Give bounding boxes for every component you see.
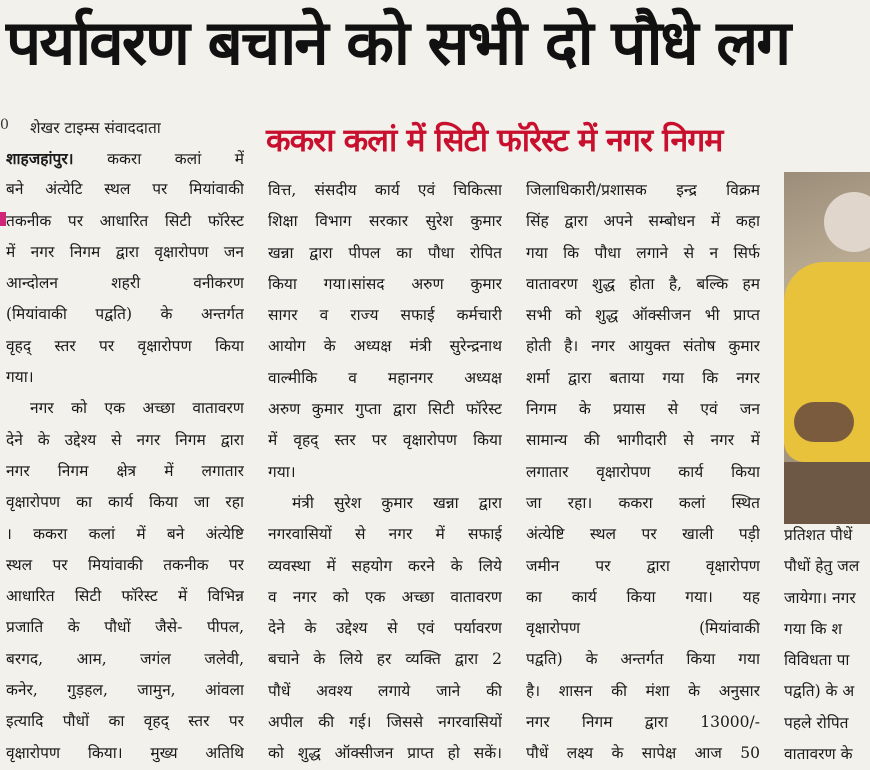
article-line: में वृहद् स्तर पर वृक्षारोपण किया: [268, 431, 502, 450]
article-line: वृहद् स्तर पर वृक्षारोपण किया: [6, 336, 244, 355]
article-line: नगर निगम क्षेत्र में लगातार: [6, 461, 244, 480]
article-line: मंत्री सुरेश कुमार खन्ना द्वारा: [292, 493, 502, 512]
subheadline: ककरा कलां में सिटी फॉरेस्ट में नगर निगम: [266, 121, 723, 159]
article-line: वातावरण के: [784, 745, 853, 764]
article-line: व्यवस्था में सहयोग करने के लिये: [268, 556, 502, 575]
article-line: शिक्षा विभाग सरकार सुरेश कुमार: [268, 212, 502, 231]
article-line: देने के उद्देश्य से एवं पर्यावरण: [268, 619, 502, 638]
article-line: आधारित सिटी फॉरेस्ट में विभिन्न: [6, 587, 244, 606]
article-line: प्रतिशत पौधें: [784, 526, 853, 544]
article-line: जिलाधिकारी/प्रशासक इन्द्र विक्रम: [526, 181, 760, 199]
article-line: पौधें अवश्य लगाये जाने की: [268, 681, 502, 700]
article-line: बरगद, आम, जगंल जलेवी,: [6, 649, 244, 668]
article-line: गया कि श: [784, 619, 843, 638]
article-line: गया कि पौधा लगाने से न सिर्फ: [526, 243, 760, 262]
article-line: पौधों हेतु जल: [784, 557, 860, 576]
article-line: किया गया।सांसद अरुण कुमार: [268, 274, 502, 293]
article-line: आन्दोलन शहरी वनीकरण: [6, 274, 244, 293]
byline: शेखर टाइम्स संवाददाता: [30, 119, 161, 137]
article-column-4: [784, 520, 870, 770]
article-line: में नगर निगम द्वारा वृक्षारोपण जन: [6, 242, 244, 261]
article-line: तकनीक पर आधारित सिटी फॉरेस्ट: [6, 211, 244, 230]
article-column-3: [526, 175, 760, 770]
article-line: (मियांवाकी पद्वति) के अन्तर्गत: [6, 305, 244, 324]
article-line: सामान्य की भागीदारी से नगर में: [526, 431, 760, 450]
article-line: व नगर को एक अच्छा वातावरण: [268, 587, 502, 606]
article-line: जा रहा। ककरा कलां स्थित: [526, 493, 760, 512]
dateline: शाहजहांपुर।: [6, 149, 74, 168]
article-line: गया।: [268, 462, 296, 481]
article-line: होती है। नगर आयुक्त संतोष कुमार: [526, 337, 760, 356]
article-line: सिंह द्वारा अपने सम्बोधन में कहा: [526, 212, 760, 231]
article-line: अंत्येष्टि स्थल पर खाली पड़ी: [526, 525, 760, 544]
article-line: जमीन पर द्वारा वृक्षारोपण: [526, 556, 760, 575]
article-line: नगरवासियों से नगर में सफाई: [268, 525, 502, 544]
article-line: खन्ना द्वारा पीपल का पौधा रोपित: [268, 243, 502, 262]
article-line: जायेगा। नगर: [784, 588, 856, 607]
article-line: शाहजहांपुर। ककरा कलां में: [6, 149, 244, 168]
article-line: गया।: [6, 368, 34, 387]
article-line: वृक्षारोपण (मियांवाकी: [526, 619, 760, 638]
article-line: बचाने के लिये हर व्यक्ति द्वारा 2: [268, 650, 502, 669]
article-line: प्रजाति के पौधों जैसे- पीपल,: [6, 618, 244, 637]
article-line: सभी को शुद्ध ऑक्सीजन भी प्राप्त: [526, 306, 760, 325]
article-line: का कार्य किया गया। यह: [526, 587, 760, 606]
article-line: को शुद्ध ऑक्सीजन प्राप्त हो सकें।: [268, 744, 502, 763]
article-line: है। शासन की मंशा के अनुसार: [526, 681, 760, 700]
article-line: पौधें लक्ष्य के सापेक्ष आज 50: [526, 744, 760, 763]
article-line: वृक्षारोपण किया। मुख्य अतिथि: [6, 743, 244, 762]
article-line: आयोग के अध्यक्ष मंत्री सुरेन्द्रनाथ: [268, 337, 502, 356]
article-line: निगम के प्रयास से एवं जन: [526, 400, 760, 419]
article-line: वृक्षारोपण का कार्य किया जा रहा: [6, 493, 244, 512]
article-line: स्थल पर मियांवाकी तकनीक पर: [6, 555, 244, 574]
article-line: वाल्मीकि व महानगर अध्यक्ष: [268, 368, 502, 387]
article-line: सागर व राज्य सफाई कर्मचारी: [268, 306, 502, 325]
article-line: बने अंत्येटि स्थल पर मियांवाकी: [6, 180, 244, 199]
article-line: शर्मा द्वारा बताया गया कि नगर: [526, 368, 760, 387]
article-column-1: [6, 143, 244, 769]
article-line: अपील की गई। जिससे नगरवासियों: [268, 713, 502, 732]
article-line: नगर निगम द्वारा 13000/-: [526, 713, 760, 732]
news-photo: [784, 172, 870, 524]
article-line: अरुण कुमार गुप्ता द्वारा सिटी फॉरेस्ट: [268, 400, 502, 419]
article-line: । ककरा कलां में बने अंत्येष्टि: [6, 524, 244, 543]
article-line: पहले रोपित: [784, 713, 849, 732]
article-line: नगर को एक अच्छा वातावरण: [30, 399, 244, 418]
article-column-2: [268, 175, 502, 770]
photo-person-arm: [794, 402, 854, 442]
photo-soil: [784, 462, 870, 524]
article-line: वित्त, संसदीय कार्य एवं चिकित्सा: [268, 181, 502, 199]
article-line: पद्वति) के अन्तर्गत किया गया: [526, 650, 760, 669]
article-line: वातावरण शुद्ध होता है, बल्कि हम: [526, 274, 760, 293]
article-line: लगातार वृक्षारोपण कार्य किया: [526, 462, 760, 481]
left-edge-fragment: 0: [0, 117, 9, 133]
photo-person-head: [824, 192, 870, 252]
article-line: देने के उद्देश्य से नगर निगम द्वारा: [6, 430, 244, 449]
article-line: कनेर, गुड़हल, जामुन, आंवला: [6, 681, 244, 700]
headline: पर्यावरण बचाने को सभी दो पौधे लग: [6, 6, 790, 79]
article-line: विविधता पा: [784, 651, 850, 670]
article-line: पद्वति) के अ: [784, 682, 855, 701]
article-line: इत्यादि पौधों का वृहद् स्तर पर: [6, 712, 244, 731]
